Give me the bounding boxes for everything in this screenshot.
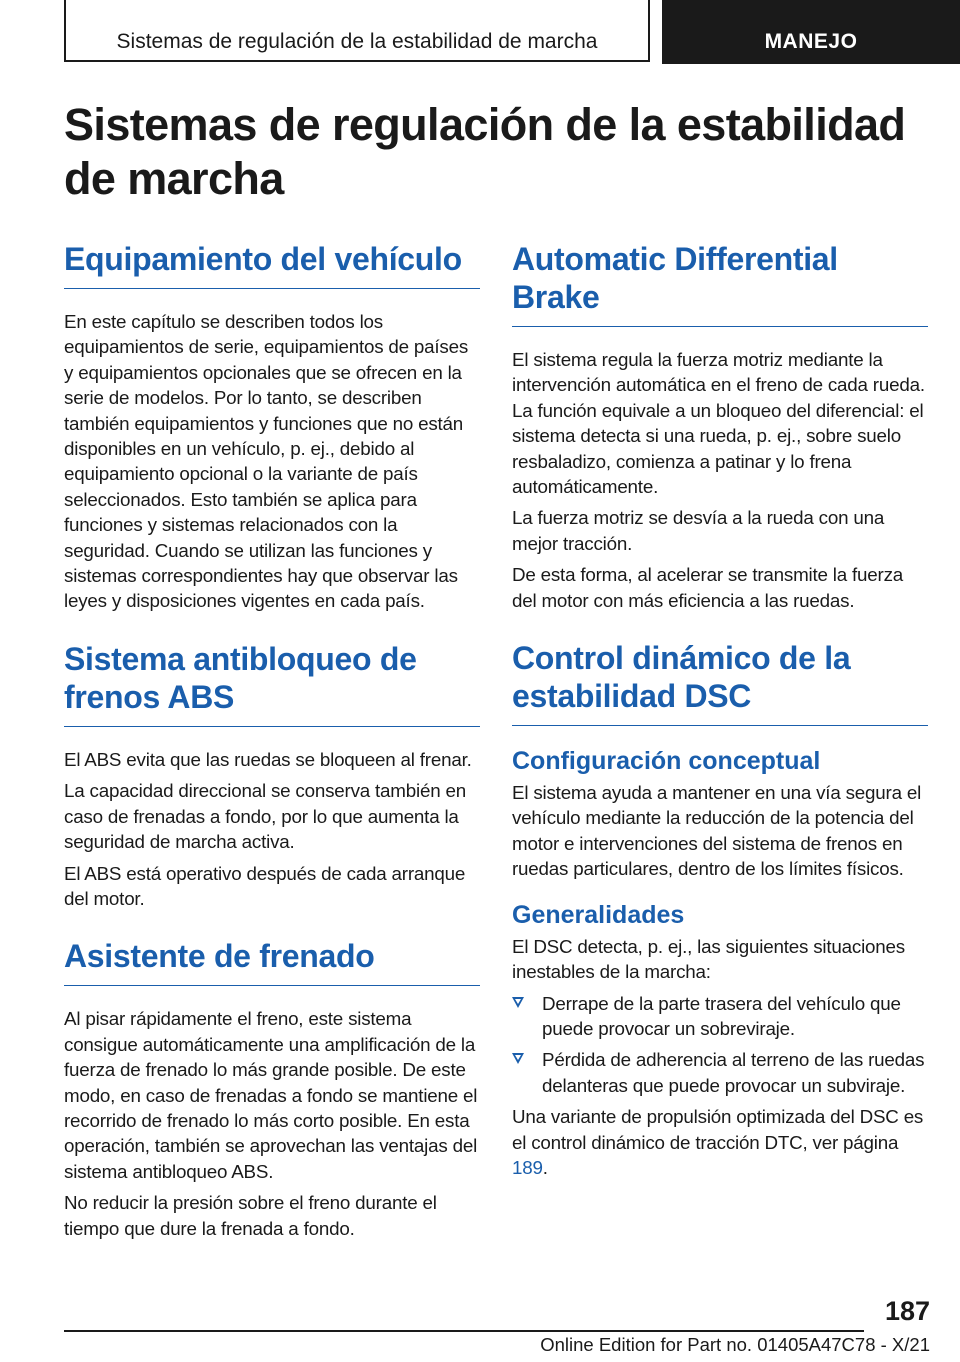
- right-column: [512, 240, 928, 1180]
- paragraph: El sistema regula la fuerza motriz mediante la intervención automática en el freno de cada rueda. La función equivale a un bloqueo del diferencial: el sistema detecta si una rueda, p. ej., sobre suelo resbaladizo, comienza a patinar y lo frena automáticamente.: [512, 349, 925, 498]
- paragraph-with-link: [512, 1104, 928, 1180]
- left-column: [64, 240, 480, 1241]
- paragraph: El ABS está operativo después de cada arranque del motor.: [64, 862, 466, 909]
- paragraph: No reducir la presión sobre el freno durante el tiempo que dure la frenada a fondo.: [64, 1192, 437, 1239]
- paragraph: En este capítulo se describen todos los equipamientos de serie, equipamientos de países y equipamientos opcionales que se ofrecen en la serie de modelos. Por lo tanto, se describen también equipamientos y funciones que no están disponibles en un vehículo, p. ej., debido al equipamiento opcional o la variante de país seleccionados. Esto también se aplica para funciones y sistemas relacionados con la seguridad. Cuando se utilizan las funciones y sistemas correspondientes hay que observar las leyes y disposiciones vigentes en cada país.: [64, 311, 469, 612]
- subheading-generalidades: Generalidades: [512, 900, 685, 929]
- paragraph: El DSC detecta, p. ej., las siguientes situaciones inestables de la marcha:: [512, 935, 905, 983]
- page-link[interactable]: 189: [512, 1156, 543, 1178]
- paragraph: La fuerza motriz se desvía a la rueda con una mejor tracción.: [512, 507, 885, 554]
- heading-dsc: Control dinámico de la estabilidad DSC: [512, 639, 928, 726]
- paragraph: De esta forma, al acelerar se transmite la fuerza del motor con más eficiencia a las ruedas.: [512, 564, 904, 611]
- heading-abs: Sistema antibloqueo de frenos ABS: [64, 640, 480, 727]
- triangle-bullet-icon: [512, 997, 524, 1008]
- paragraph: Al pisar rápidamente el freno, este sistema consigue automáticamente una amplificación de la fuerza de frenado lo más grande posible. De este modo, en caso de frenadas a fondo se mantiene el recorrido de frenado lo más corto posible. En esta operación, también se aprovechan las ventajas del sistema antibloqueo ABS.: [64, 1008, 478, 1182]
- footer-edition: Online Edition for Part no. 01405A47C78 - X/21: [540, 1334, 930, 1355]
- chapter-badge: MANEJO: [662, 0, 960, 64]
- paragraph: El sistema ayuda a mantener en una vía segura el vehículo mediante la reducción de la potencia del motor e intervenciones del sistema de frenos en ruedas particulares, dentro de los límites físicos.: [512, 782, 922, 880]
- bullet-text: Derrape de la parte trasera del vehículo que puede provocar un sobreviraje.: [542, 992, 901, 1039]
- paragraph: La capacidad direccional se conserva también en caso de frenadas a fondo, por lo que aumenta la seguridad de marcha activa.: [64, 780, 466, 853]
- heading-equipamiento: Equipamiento del vehículo: [64, 240, 480, 289]
- page-title: Sistemas de regulación de la estabilidad de marcha: [64, 99, 906, 204]
- bullet-item: [512, 1047, 928, 1098]
- paragraph: El ABS evita que las ruedas se bloqueen al frenar.: [64, 748, 472, 770]
- bullet-text: Pérdida de adherencia al terreno de las ruedas delanteras que puede provocar un subviraje.: [542, 1049, 925, 1096]
- triangle-bullet-icon: [512, 1053, 524, 1064]
- paragraph-text: Una variante de propulsión optimizada del DSC es el control dinámico de tracción DTC, ver página: [512, 1106, 924, 1153]
- footer-rule: [64, 1330, 864, 1332]
- header-section-title: Sistemas de regulación de la estabilidad de marcha: [116, 30, 598, 53]
- subheading-configuracion: Configuración conceptual: [512, 747, 821, 776]
- bullet-item: [512, 991, 928, 1042]
- heading-adb: Automatic Differential Brake: [512, 240, 928, 327]
- heading-asistente-frenado: Asistente de frenado: [64, 937, 480, 986]
- page-number: 187: [884, 1296, 930, 1326]
- paragraph-text: .: [542, 1156, 548, 1178]
